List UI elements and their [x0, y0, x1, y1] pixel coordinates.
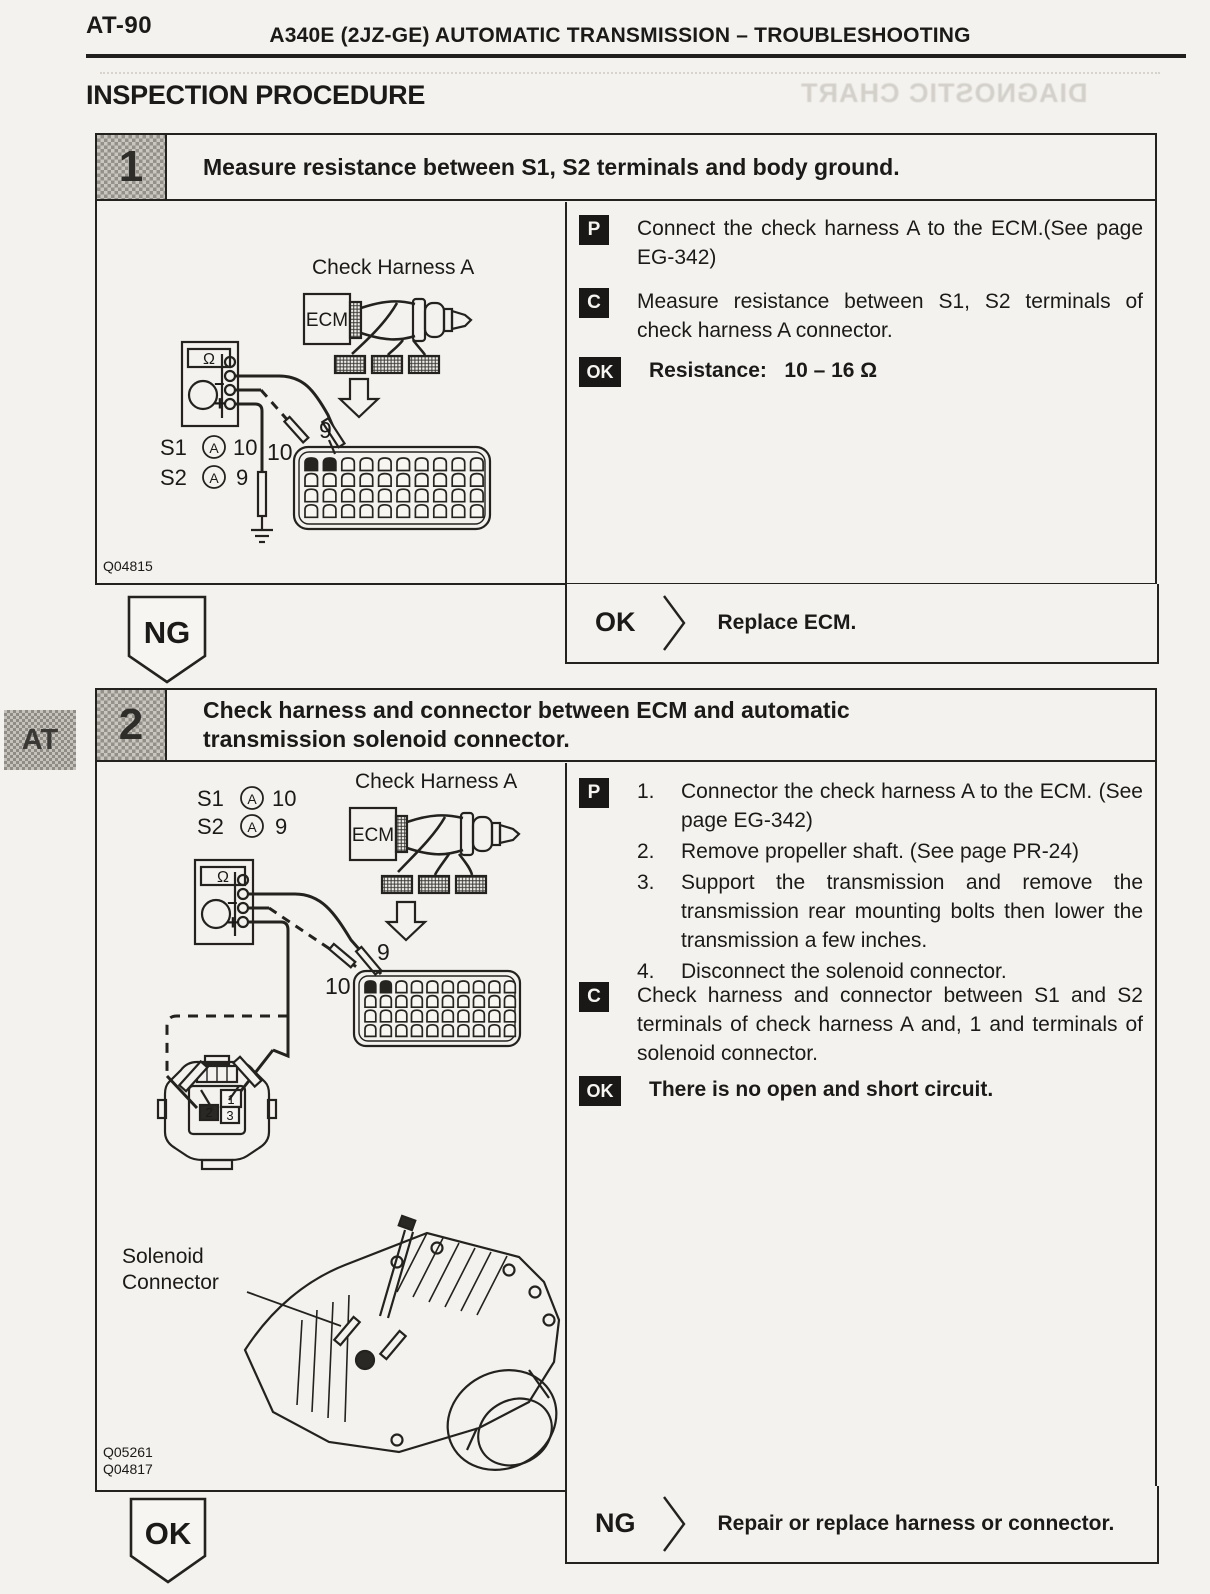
prepare-icon: P: [579, 778, 609, 808]
solenoid-pin1: 1: [227, 1092, 235, 1107]
check-icon: C: [579, 982, 609, 1012]
s1-pin: 10: [272, 786, 297, 811]
solenoid-label-line2: Connector: [122, 1271, 219, 1294]
step2-number: 2: [118, 700, 144, 749]
step1-number-cell: [97, 135, 167, 199]
section-heading: INSPECTION PROCEDURE: [86, 80, 426, 110]
list-item: [637, 838, 1143, 867]
s1-label: S1: [160, 435, 187, 460]
step1-connector-pins: [305, 458, 483, 517]
step2-result-row: [565, 1486, 1159, 1564]
step2-title: [167, 690, 868, 760]
step1-ng-flag-label: NG: [143, 615, 191, 650]
s2-label: S2: [160, 465, 187, 490]
list-item-number: 2.: [637, 839, 655, 863]
side-tab-at: [4, 710, 76, 770]
ok-spec-icon: OK: [579, 1076, 621, 1106]
step1-result-action: Replace ECM.: [717, 610, 857, 634]
list-item-number: 4.: [637, 959, 655, 983]
step2-harness-label: Check Harness A: [355, 770, 518, 793]
callout-9: 9: [377, 939, 390, 965]
s2-label: S2: [197, 814, 224, 839]
page-code: AT-90: [86, 12, 153, 39]
s1-circle-a: A: [247, 791, 257, 807]
meter-minus: −: [214, 374, 225, 394]
list-item-text: Remove propeller shaft. (See page PR-24): [681, 839, 1080, 863]
callout-10: 10: [267, 439, 293, 465]
step1-figure: [97, 202, 563, 581]
step1-result-label: OK: [595, 607, 636, 637]
step1-ecm-label: ECM: [305, 310, 349, 331]
ok-spec-icon: OK: [579, 357, 621, 387]
step1-result-row: [565, 584, 1159, 664]
s1-circle-a: A: [209, 440, 219, 456]
step1-title: [167, 135, 918, 199]
solenoid-label-line1: Solenoid: [122, 1245, 204, 1268]
step2-result-label: NG: [595, 1508, 636, 1538]
callout-9: 9: [319, 417, 332, 443]
step1-titlebar: [97, 135, 1155, 201]
list-item: [637, 869, 1143, 956]
step1-number: 1: [118, 142, 144, 191]
step2-title-line1: Check harness and connector between ECM and automatic: [203, 697, 850, 724]
step1-ok-text: Resistance: 10 – 16 Ω: [649, 359, 878, 382]
list-item: [637, 778, 1143, 836]
side-tab-label: AT: [21, 723, 59, 756]
step2-titlebar: [97, 690, 1155, 762]
step2-ok-flag-label: OK: [144, 1516, 192, 1551]
step2-figure-code2: Q04817: [103, 1461, 153, 1477]
callout-10: 10: [325, 973, 351, 999]
step2-ecm-label: ECM: [351, 825, 395, 846]
s2-pin: 9: [236, 465, 249, 490]
step2-figure: [97, 760, 563, 1486]
solenoid-pin2: 2: [205, 1105, 213, 1120]
step2-ok-text: There is no open and short circuit.: [649, 1078, 994, 1101]
step2-title-line2: transmission solenoid connector.: [203, 726, 570, 752]
step1-column-divider: [565, 202, 568, 584]
step2-connector-pins: [365, 981, 515, 1036]
chevron-right-icon: [660, 594, 688, 652]
step1-check-text: Measure resistance between S1, S2 terminals of check harness A connector.: [637, 290, 1143, 342]
check-icon: C: [579, 288, 609, 318]
prepare-icon: P: [579, 215, 609, 245]
list-item-text: Support the transmission and remove the transmission rear mounting bolts then lower the transmission a few inches.: [681, 870, 1143, 952]
step2-figure-code1: Q05261: [103, 1444, 153, 1460]
step1-title-text: Measure resistance between S1, S2 terminals and body ground.: [203, 153, 900, 180]
step2-ok-flag: [128, 1496, 208, 1586]
s1-pin: 10: [233, 435, 258, 460]
step2-check-text: Check harness and connector between S1 and S2 terminals of check harness A and, 1 and terminals of solenoid connector.: [637, 984, 1143, 1065]
meter-plus: +: [227, 912, 239, 934]
step1-ng-flag: [126, 594, 208, 686]
ohm-symbol: Ω: [217, 869, 229, 886]
step1-figure-code: Q04815: [103, 558, 153, 574]
s2-pin: 9: [275, 814, 288, 839]
list-item-number: 3.: [637, 870, 655, 894]
header-title: A340E (2JZ-GE) AUTOMATIC TRANSMISSION – TROUBLESHOOTING: [269, 24, 971, 47]
step1-harness-label: Check Harness A: [312, 256, 475, 279]
step2-number-cell: [97, 690, 167, 760]
meter-plus: +: [214, 393, 226, 415]
ohm-symbol: Ω: [203, 351, 215, 368]
list-item-text: Connector the check harness A to the ECM. (See page EG-342): [681, 780, 1143, 832]
solenoid-pin3: 3: [226, 1108, 234, 1123]
list-item-number: 1.: [637, 780, 655, 803]
step1-prepare-text: Connect the check harness A to the ECM.(See page EG-342): [637, 217, 1143, 269]
step2-column-divider: [565, 763, 568, 1491]
ghost-dotted-line: [100, 72, 1160, 74]
s2-circle-a: A: [247, 819, 257, 835]
s1-label: S1: [197, 786, 224, 811]
chevron-right-icon: [660, 1495, 688, 1553]
list-item-text: Disconnect the solenoid connector.: [681, 959, 1007, 983]
step2-result-action: Repair or replace harness or connector.: [717, 1511, 1115, 1535]
header-rule: [86, 54, 1186, 58]
meter-minus: −: [227, 893, 238, 913]
s2-circle-a: A: [209, 470, 219, 486]
ghost-text-diagnostic-chart: DIAGNOSTIC CHART: [800, 78, 1088, 108]
step2-prepare-list: [637, 778, 1143, 989]
